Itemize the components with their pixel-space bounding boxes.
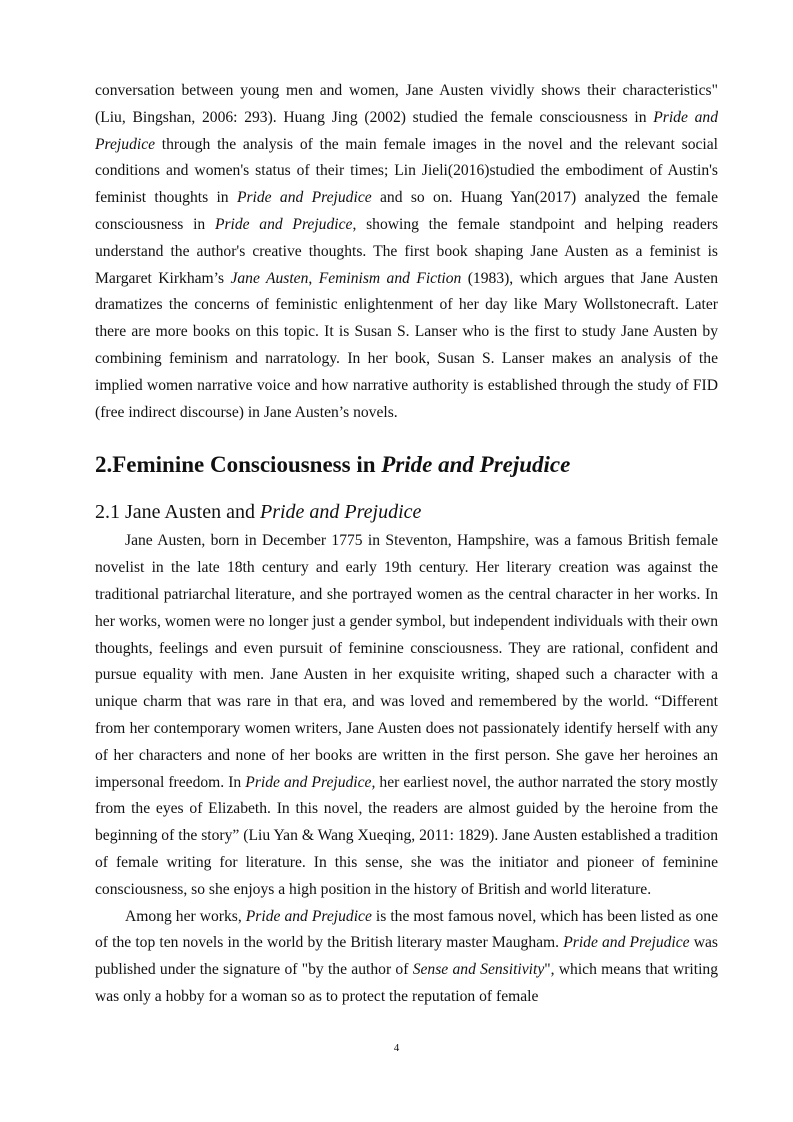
page-number: 4 xyxy=(393,1042,400,1054)
section-heading xyxy=(95,449,718,481)
italic-text-segment: Pride and Prejudice xyxy=(214,215,353,233)
italic-text-segment: Pride and Prejudice xyxy=(381,452,571,478)
text-segment: was published under the signature of "by the author of xyxy=(95,934,718,979)
text-segment: (1983), which argues that Jane Austen dramatizes the concerns of feministic enlightenment of her day like Mary Wollstonecraft. Later there are more books on this topic. It is Susan S. Lanser who is the first to study Jane Austen by combining feminism and narratology. In her book, Susan S. Lanser makes an analysis of the implied women narrative voice and how narrative authority is established through the study of FID (free indirect discourse) in Jane Austen’s novels. xyxy=(95,269,718,421)
italic-text-segment: Pride and Prejudice xyxy=(245,907,372,925)
page-body xyxy=(95,78,718,1011)
text-segment: 2.Feminine Consciousness in xyxy=(95,452,382,478)
italic-text-segment: Pride and Prejudice xyxy=(95,108,718,153)
paragraph-among-her-works xyxy=(95,904,718,1011)
paragraph-literature-review xyxy=(95,78,718,426)
italic-text-segment: Jane Austen xyxy=(230,269,309,287)
italic-text-segment: Sense and Sensitivity xyxy=(412,961,545,979)
text-segment: and so on. Huang Yan(2017) analyzed the female consciousness in xyxy=(95,189,718,233)
text-segment: her earliest novel, the author narrated the story mostly from the eyes of Elizabeth. In this novel, the readers are almost guided by the heroine from the beginning of the story” (Liu Yan & Wang Xueqing, 2011: 1829). Jane Austen established a tradition of female writing for literature. In this sense, she was the initiator and pioneer of feminine consciousness, so she enjoys a high position in the history of British and world literature. xyxy=(95,773,718,898)
italic-text-segment: Pride and Prejudice, xyxy=(245,773,376,791)
italic-text-segment: Pride and Prejudice xyxy=(259,501,422,524)
paragraph-jane-austen-bio xyxy=(95,528,718,903)
italic-text-segment: Feminism and Fiction xyxy=(318,269,462,287)
subsection-heading xyxy=(95,498,718,526)
text-segment: , xyxy=(308,269,319,287)
italic-text-segment: Pride and Prejudice xyxy=(563,934,690,952)
text-segment: Among her works, xyxy=(125,907,246,925)
text-segment: 2.1 Jane Austen and xyxy=(95,501,260,524)
italic-text-segment: Pride and Prejudice xyxy=(236,189,372,207)
text-segment: is the most famous novel, which has been listed as one of the top ten novels in the world by the British literary master Maugham. xyxy=(95,907,719,952)
text-segment: Jane Austen, born in December 1775 in Steventon, Hampshire, was a famous British female novelist in the late 18th century and early 19th century. Her literary creation was against the traditional patriarchal literature, and she portrayed women as the central character in her works. In her works, women were no longer just a gender symbol, but independent individuals with their own thoughts, feelings and even pursuit of feminine consciousness. They are rational, confident and pursue equality with men. Jane Austen in her exquisite writing, shaped such a character with a unique charm that was rare in that era, and was loved and remembered by the world. “Different from her contemporary women writers, Jane Austen does not passionately identify herself with any of her characters and none of her books are written in the first person. She gave her heroines an impersonal freedom. In xyxy=(95,532,718,791)
text-segment: conversation between young men and women, Jane Austen vividly shows their characteristics" (Liu, Bingshan, 2006: 293). Huang Jing (2002) studied the female consciousness in xyxy=(95,82,718,126)
text-segment: ", which means that writing was only a hobby for a woman so as to protect the reputation of female xyxy=(95,961,719,1005)
text-segment: through the analysis of the main female images in the novel and the relevant social conditions and women's status of their times; Lin Jieli(2016)studied the embodiment of Austin's feminist thoughts in xyxy=(95,135,718,207)
text-segment: , showing the female standpoint and helping readers understand the author's creative thoughts. The first book shaping Jane Austen as a feminist is Margaret Kirkham’s xyxy=(95,215,719,287)
